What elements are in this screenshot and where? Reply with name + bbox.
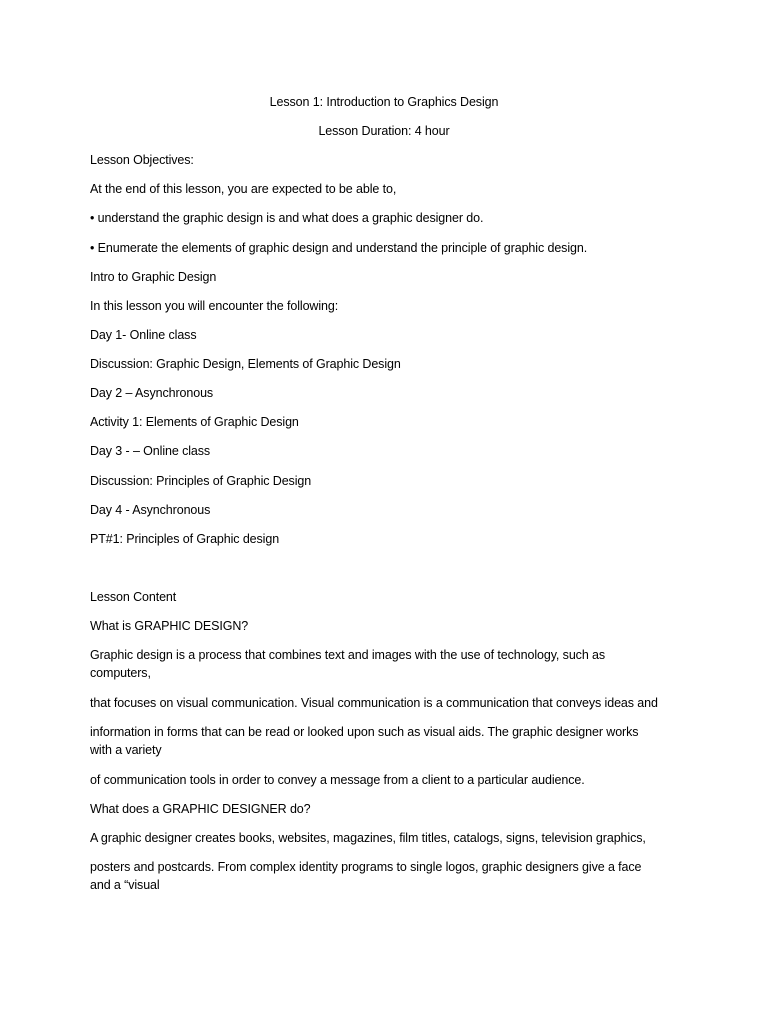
lesson-title: Lesson 1: Introduction to Graphics Design bbox=[269, 95, 499, 109]
content-heading: Lesson Content bbox=[90, 590, 177, 604]
paragraph-line: posters and postcards. From complex identity programs to single logos, graphic designers give a face bbox=[90, 860, 642, 874]
schedule-item: Day 3 - – Online class bbox=[90, 444, 211, 458]
what-is-heading: What is GRAPHIC DESIGN? bbox=[90, 619, 249, 633]
schedule-item: Discussion: Principles of Graphic Design bbox=[90, 474, 312, 488]
schedule-item: Discussion: Graphic Design, Elements of Graphic Design bbox=[90, 357, 401, 371]
lesson-duration: Lesson Duration: 4 hour bbox=[318, 124, 450, 138]
paragraph-line: with a variety bbox=[90, 743, 162, 757]
intro-heading: Intro to Graphic Design bbox=[90, 270, 217, 284]
paragraph-line: that focuses on visual communication. Visual communication is a communication that conveys ideas and bbox=[90, 696, 658, 710]
objectives-intro: At the end of this lesson, you are expected to be able to, bbox=[90, 182, 397, 196]
schedule-item: Day 4 - Asynchronous bbox=[90, 503, 211, 517]
paragraph-line: A graphic designer creates books, websites, magazines, film titles, catalogs, signs, television graphics, bbox=[90, 831, 646, 845]
schedule-item: PT#1: Principles of Graphic design bbox=[90, 532, 280, 546]
paragraph-line: Graphic design is a process that combines text and images with the use of technology, such as bbox=[90, 648, 606, 662]
schedule-item: Activity 1: Elements of Graphic Design bbox=[90, 415, 299, 429]
objectives-heading: Lesson Objectives: bbox=[90, 153, 194, 167]
schedule-item: Day 2 – Asynchronous bbox=[90, 386, 214, 400]
paragraph-line: and a “visual bbox=[90, 878, 160, 892]
designer-heading: What does a GRAPHIC DESIGNER do? bbox=[90, 802, 311, 816]
paragraph-line: information in forms that can be read or looked upon such as visual aids. The graphic designer works bbox=[90, 725, 639, 739]
objective-item: • Enumerate the elements of graphic design and understand the principle of graphic design. bbox=[90, 241, 588, 255]
encounter-intro: In this lesson you will encounter the following: bbox=[90, 299, 339, 313]
paragraph-line: of communication tools in order to convey a message from a client to a particular audience. bbox=[90, 773, 585, 787]
objective-item: • understand the graphic design is and what does a graphic designer do. bbox=[90, 211, 484, 225]
schedule-item: Day 1- Online class bbox=[90, 328, 197, 342]
paragraph-line: computers, bbox=[90, 666, 151, 680]
